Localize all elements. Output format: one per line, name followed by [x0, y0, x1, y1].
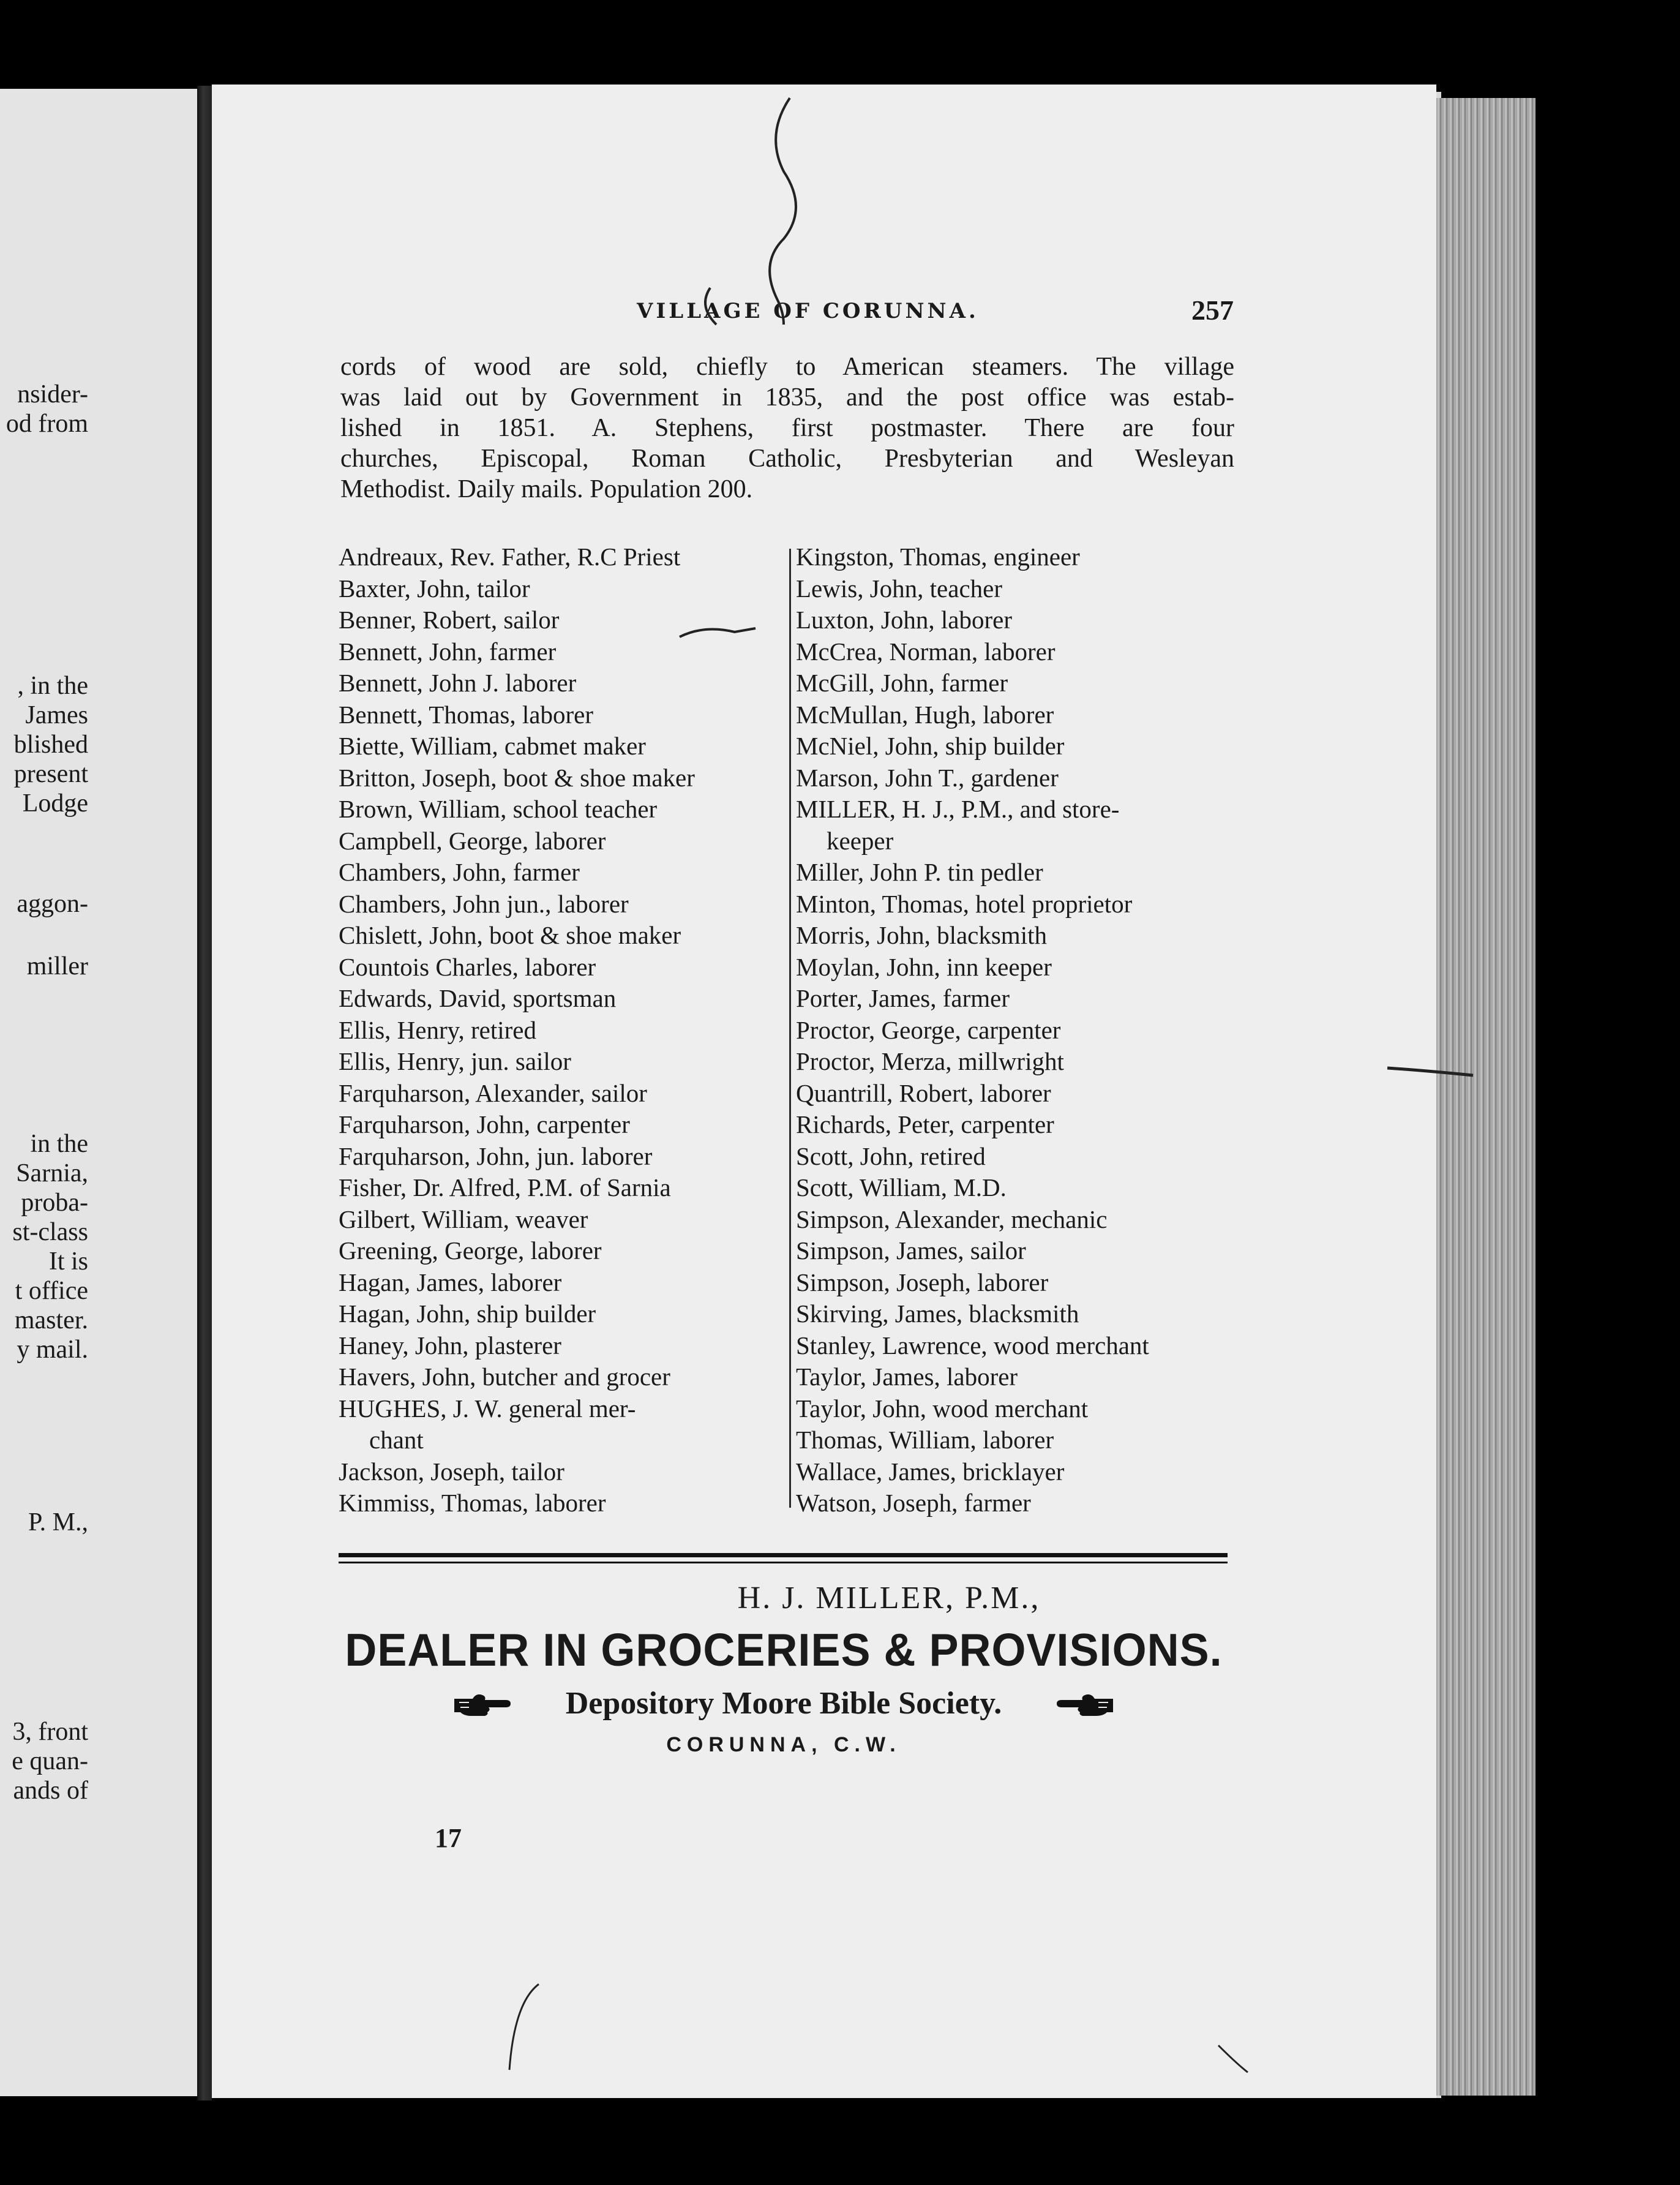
left-page-line: aggon- [17, 890, 88, 918]
directory-entry: Chambers, John, farmer [339, 858, 580, 886]
directory-entry: Miller, John P. tin pedler [796, 858, 1043, 886]
advert-rule-thin [339, 1562, 1228, 1563]
directory-entry: Fisher, Dr. Alfred, P.M. of Sarnia [339, 1173, 671, 1202]
directory-entry: Wallace, James, bricklayer [796, 1457, 1065, 1486]
directory-entry: Minton, Thomas, hotel proprietor [796, 889, 1133, 918]
intro-line: churches, Episcopal, Roman Catholic, Presbyterian and Wesleyan [340, 445, 1234, 473]
directory-entry: Lewis, John, teacher [796, 574, 1002, 603]
directory-entry: Andreaux, Rev. Father, R.C Priest [339, 543, 681, 571]
directory-entry: Moylan, John, inn keeper [796, 952, 1052, 981]
intro-line: lished in 1851. A. Stephens, first postmaster. There are four [340, 414, 1234, 442]
directory-entry: Biette, William, cabmet maker [339, 732, 646, 760]
directory-entry: Porter, James, farmer [796, 984, 1010, 1012]
directory-entry: Chislett, John, boot & shoe maker [339, 921, 681, 949]
directory-entry: Simpson, Alexander, mechanic [796, 1205, 1108, 1233]
directory-entry: Stanley, Lawrence, wood merchant [796, 1331, 1149, 1360]
left-page-fragment [17, 889, 88, 919]
directory-list-left [339, 541, 792, 1519]
left-page-fragment [14, 671, 88, 818]
intro-line: cords of wood are sold, chiefly to American steamers. The village [340, 353, 1234, 381]
directory-entry: Luxton, John, laborer [796, 606, 1012, 634]
left-page-line: miller [26, 952, 88, 980]
directory-entry: Bennett, John J. laborer [339, 669, 577, 697]
directory-entry: McMullan, Hugh, laborer [796, 700, 1054, 729]
directory-entry: Proctor, Merza, millwright [796, 1047, 1064, 1075]
left-page-line: ands of [13, 1777, 88, 1805]
directory-entry: MILLER, H. J., P.M., and store- [796, 795, 1120, 823]
left-page-fragment [12, 1717, 88, 1805]
book-gutter [197, 86, 212, 2100]
left-facing-page [0, 89, 197, 2096]
advert-location: CORUNNA, C.W. [666, 1733, 901, 1756]
left-page-line: in the [30, 1130, 88, 1158]
directory-entry: Hagan, James, laborer [339, 1268, 562, 1296]
directory-entry: McCrea, Norman, laborer [796, 637, 1056, 666]
directory-entry: Edwards, David, sportsman [339, 984, 617, 1012]
directory-entry: Taylor, John, wood merchant [796, 1394, 1089, 1423]
directory-entry: Farquharson, Alexander, sailor [339, 1078, 647, 1107]
directory-entry: McGill, John, farmer [796, 669, 1008, 697]
directory-entry: Watson, Joseph, farmer [796, 1489, 1031, 1517]
left-page-line: st-class [12, 1218, 88, 1246]
directory-right-column [796, 541, 1261, 1519]
left-page-line: master. [14, 1306, 88, 1334]
directory-entry: Taylor, James, laborer [796, 1363, 1018, 1391]
left-page-fragment [28, 1508, 88, 1537]
left-page-line: nsider- [17, 380, 88, 408]
directory-entry: Bennett, John, farmer [339, 637, 557, 666]
advert-tagline: Depository Moore Bible Society. [565, 1686, 1002, 1721]
advert-name: H. J. MILLER, P.M., [737, 1581, 1041, 1615]
left-page-line: present [13, 760, 88, 788]
advert-rule-thick [339, 1553, 1228, 1557]
intro-line: was laid out by Government in 1835, and the post office was estab- [340, 383, 1234, 412]
directory-entry: Farquharson, John, carpenter [339, 1110, 630, 1138]
directory-entry: Scott, John, retired [796, 1141, 986, 1170]
directory-entry: Bennett, Thomas, laborer [339, 700, 593, 729]
directory-entry: Baxter, John, tailor [339, 574, 530, 603]
column-divider [789, 549, 791, 1508]
directory-entry: Britton, Joseph, boot & shoe maker [339, 763, 695, 792]
directory-entry: Havers, John, butcher and grocer [339, 1363, 670, 1391]
left-page-fragment [6, 380, 88, 438]
directory-entry: Countois Charles, laborer [339, 952, 596, 981]
left-page-line: P. M., [28, 1508, 88, 1536]
left-page-fragment [12, 1129, 88, 1364]
left-page-line: 3, front [12, 1718, 88, 1746]
left-page-line: od from [6, 410, 88, 438]
page-stack-edge [1436, 98, 1536, 2096]
directory-entry: Marson, John T., gardener [796, 763, 1059, 792]
left-page-line: It is [48, 1247, 88, 1276]
directory-entry: Simpson, James, sailor [796, 1236, 1026, 1265]
directory-entry: McNiel, John, ship builder [796, 732, 1065, 760]
directory-entry: Morris, John, blacksmith [796, 921, 1047, 949]
advert-headline: DEALER IN GROCERIES & PROVISIONS. [345, 1625, 1223, 1676]
directory-list-right [796, 541, 1261, 1519]
left-page-line: y mail. [17, 1336, 88, 1364]
directory-entry: Ellis, Henry, retired [339, 1015, 536, 1044]
directory-entry: Campbell, George, laborer [339, 826, 606, 855]
running-head: VILLAGE OF CORUNNA. [637, 299, 979, 323]
left-page-line: blished [13, 731, 88, 759]
directory-entry: Simpson, Joseph, laborer [796, 1268, 1049, 1296]
directory-entry: Chambers, John jun., laborer [339, 889, 629, 918]
left-page-line: e quan- [12, 1747, 88, 1775]
directory-entry: Gilbert, William, weaver [339, 1205, 588, 1233]
directory-entry: Proctor, George, carpenter [796, 1015, 1061, 1044]
directory-entry: Farquharson, John, jun. laborer [339, 1141, 653, 1170]
directory-entry: Haney, John, plasterer [339, 1331, 561, 1360]
left-page-line: Lodge [22, 789, 88, 818]
left-page-line: James [25, 701, 88, 729]
directory-entry: Greening, George, laborer [339, 1236, 602, 1265]
left-page-line: , in the [17, 672, 88, 700]
pointing-hand-left-icon [1057, 1690, 1116, 1717]
left-page-line: proba- [21, 1189, 88, 1217]
directory-entry: Richards, Peter, carpenter [796, 1110, 1054, 1138]
directory-entry: Jackson, Joseph, tailor [339, 1457, 564, 1486]
directory-entry: Ellis, Henry, jun. sailor [339, 1047, 571, 1075]
directory-entry: Brown, William, school teacher [339, 795, 658, 823]
left-page-line: Sarnia, [16, 1159, 88, 1187]
directory-entry: HUGHES, J. W. general mer- [339, 1394, 636, 1423]
directory-entry: Quantrill, Robert, laborer [796, 1078, 1051, 1107]
page-number: 257 [1191, 295, 1234, 326]
directory-entry: Kimmiss, Thomas, laborer [339, 1489, 606, 1517]
left-page-line: t office [15, 1277, 88, 1305]
directory-entry: Hagan, John, ship builder [339, 1299, 596, 1328]
directory-entry: keeper [827, 826, 894, 855]
left-page-fragment [27, 952, 88, 981]
directory-left-column [339, 541, 792, 1519]
directory-entry: Kingston, Thomas, engineer [796, 543, 1080, 571]
intro-line: Methodist. Daily mails. Population 200. [340, 475, 753, 503]
directory-entry: Benner, Robert, sailor [339, 606, 560, 634]
directory-entry: chant [369, 1426, 424, 1454]
directory-entry: Skirving, James, blacksmith [796, 1299, 1079, 1328]
intro-paragraph [340, 352, 1234, 505]
directory-entry: Scott, William, M.D. [796, 1173, 1007, 1202]
signature-mark: 17 [435, 1823, 462, 1853]
directory-entry: Thomas, William, laborer [796, 1426, 1054, 1454]
